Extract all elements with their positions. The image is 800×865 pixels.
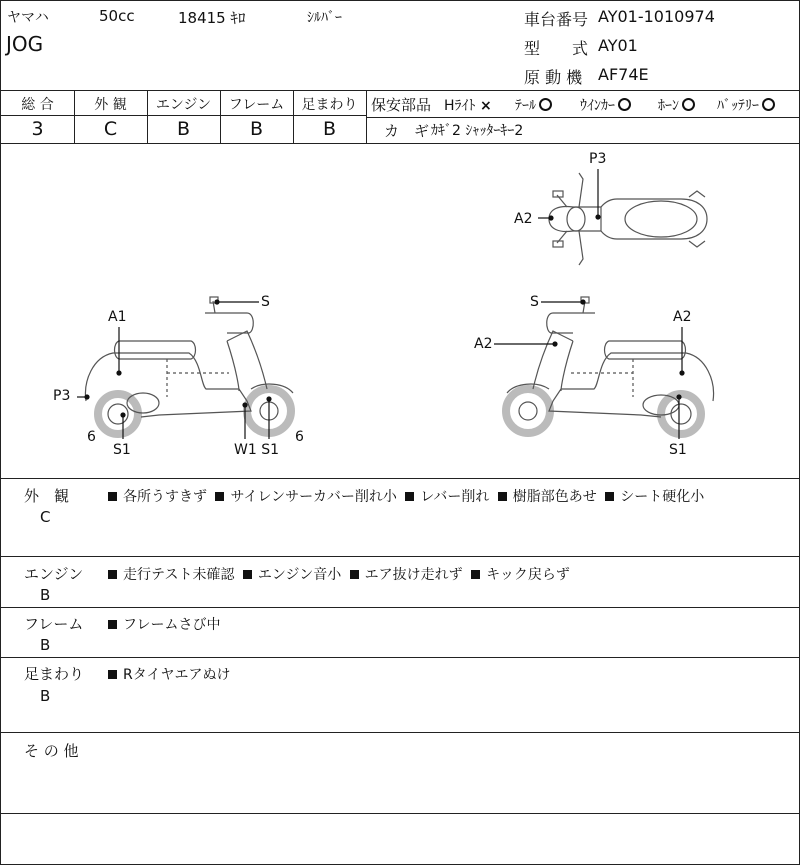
label-top-a2: A2 bbox=[514, 211, 533, 227]
note-label-engine: エンジン bbox=[24, 565, 84, 583]
bullet-square-icon bbox=[605, 492, 614, 501]
maker: ヤマハ bbox=[7, 10, 49, 26]
divider bbox=[1, 813, 799, 814]
type-label: 型 式 bbox=[524, 39, 589, 58]
divider bbox=[1, 478, 799, 479]
type-value: AY01 bbox=[598, 36, 638, 55]
engine-value: AF74E bbox=[598, 65, 649, 84]
divider bbox=[1, 732, 799, 733]
mileage: 18415 ｷﾛ bbox=[178, 9, 246, 27]
model-name: JOG bbox=[6, 32, 44, 56]
scooter-diagram bbox=[1, 1, 799, 864]
security-item-winker: ｳｲﾝｶｰ bbox=[580, 95, 631, 115]
label-top-p3: P3 bbox=[589, 151, 607, 167]
grade-engine: B bbox=[176, 118, 191, 140]
grade-overall: 3 bbox=[31, 118, 44, 140]
bullet-square-icon bbox=[471, 570, 480, 579]
security-label: 保安部品 bbox=[371, 96, 432, 114]
note-grade-frame: B bbox=[40, 636, 51, 654]
grade-header-overall: 総 合 bbox=[21, 97, 54, 113]
note-items-engine: 走行テスト未確認 エンジン音小 エア抜け走れず キック戻らず bbox=[106, 564, 570, 584]
key-value: ｶｷﾞ2 ｼｬｯﾀｰｷｰ2 bbox=[431, 123, 524, 139]
color: ｼﾙﾊﾞｰ bbox=[307, 10, 342, 26]
note-grade-appearance: C bbox=[40, 508, 51, 526]
bullet-square-icon bbox=[350, 570, 359, 579]
security-item-battery: ﾊﾞｯﾃﾘｰ bbox=[717, 95, 775, 115]
label-left-a1: A1 bbox=[108, 309, 127, 325]
bullet-square-icon bbox=[498, 492, 507, 501]
note-grade-suspension: B bbox=[40, 687, 51, 705]
label-left-s: S bbox=[261, 294, 270, 310]
note-items-suspension: Rタイヤエアぬけ bbox=[106, 664, 230, 684]
key-label: カ ギ bbox=[384, 122, 430, 140]
label-left-p3: P3 bbox=[53, 388, 71, 404]
divider bbox=[1, 657, 799, 658]
bullet-square-icon bbox=[108, 570, 117, 579]
note-label-frame: フレーム bbox=[24, 615, 84, 633]
frame-no-value: AY01-1010974 bbox=[598, 7, 715, 26]
note-label-appearance: 外 観 bbox=[24, 487, 70, 505]
grade-suspension: B bbox=[322, 118, 337, 140]
label-right-s1: S1 bbox=[669, 442, 687, 458]
label-right-a2-left: A2 bbox=[474, 336, 493, 352]
grade-frame: B bbox=[249, 118, 264, 140]
note-items-appearance: 各所うすきず サイレンサーカバー削れ小 レバー削れ 樹脂部色あせ シート硬化小 bbox=[106, 486, 704, 506]
label-left-s1: S1 bbox=[113, 442, 131, 458]
grade-header-appearance: 外 観 bbox=[94, 97, 127, 113]
bullet-square-icon bbox=[108, 620, 117, 629]
label-left-6: 6 bbox=[87, 429, 96, 445]
bullet-square-icon bbox=[215, 492, 224, 501]
label-right-a2-top: A2 bbox=[673, 309, 692, 325]
grade-appearance: C bbox=[103, 118, 118, 140]
frame-no-label: 車台番号 bbox=[524, 10, 589, 29]
grade-header-engine: エンジン bbox=[155, 97, 212, 113]
label-right-6: 6 bbox=[295, 429, 304, 445]
grade-header-suspension: 足まわり bbox=[301, 97, 358, 113]
bullet-square-icon bbox=[243, 570, 252, 579]
displacement: 50cc bbox=[99, 7, 135, 25]
scooter-top-view bbox=[549, 173, 707, 265]
engine-label: 原 動 機 bbox=[524, 68, 583, 87]
divider bbox=[1, 556, 799, 557]
security-item-tail: ﾃｰﾙ bbox=[515, 95, 552, 115]
note-grade-engine: B bbox=[40, 586, 51, 604]
bullet-square-icon bbox=[405, 492, 414, 501]
note-label-suspension: 足まわり bbox=[24, 665, 85, 683]
security-item-horn: ﾎｰﾝ bbox=[658, 95, 695, 115]
security-item-headlight: Hﾗｲﾄ × bbox=[444, 98, 492, 114]
label-left-w1-s1: W1 S1 bbox=[234, 442, 279, 458]
note-label-other: そ の 他 bbox=[24, 742, 79, 760]
grade-header-frame: フレーム bbox=[228, 97, 285, 113]
bullet-square-icon bbox=[108, 492, 117, 501]
divider bbox=[1, 607, 799, 608]
bullet-square-icon bbox=[108, 670, 117, 679]
label-right-s: S bbox=[530, 294, 539, 310]
note-items-frame: フレームさび中 bbox=[106, 614, 220, 634]
